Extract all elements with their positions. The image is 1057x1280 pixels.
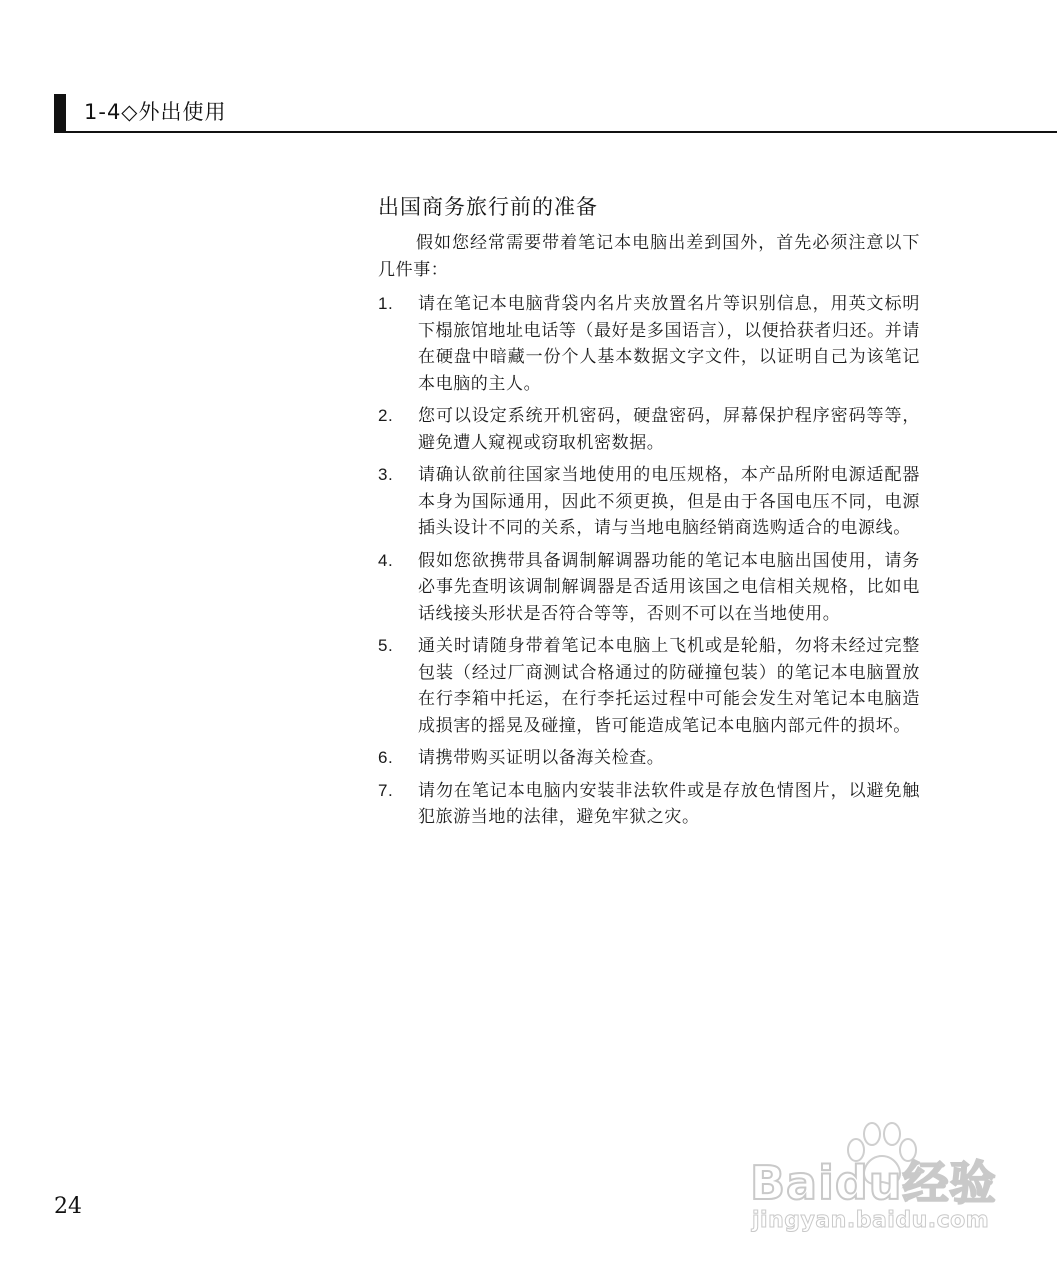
header-rule: [54, 131, 1057, 133]
list-item-text: 请确认欲前往国家当地使用的电压规格，本产品所附电源适配器本身为国际通用，因此不须更换，但是由于各国电压不同，电源插头设计不同的关系，请与当地电脑经销商选购适合的电源线。: [418, 465, 920, 538]
list-item: [378, 633, 920, 739]
list-item-number: 2.: [378, 406, 394, 425]
precaution-list: [378, 291, 920, 831]
list-item-text: 您可以设定系统开机密码，硬盘密码，屏幕保护程序密码等等，避免遭人窥视或窃取机密数据。: [418, 406, 920, 453]
list-item: [378, 548, 920, 628]
list-item-text: 请携带购买证明以备海关检查。: [418, 748, 665, 768]
list-item: [378, 403, 920, 456]
intro-paragraph: 假如您经常需要带着笔记本电脑出差到国外，首先必须注意以下几件事：: [378, 233, 920, 280]
header-marker-bar: [54, 94, 66, 132]
list-item-number: 6.: [378, 748, 394, 767]
list-item-number: 1.: [378, 294, 394, 313]
page-number: 24: [54, 1194, 82, 1219]
list-item: [378, 778, 920, 831]
watermark-logo: Baidu经验: [750, 1156, 997, 1210]
list-item-text: 假如您欲携带具备调制解调器功能的笔记本电脑出国使用，请务必事先查明该调制解调器是否适用该国之电信相关规格，比如电话线接头形状是否符合等等，否则不可以在当地使用。: [418, 550, 920, 624]
list-item: [378, 291, 920, 397]
list-item-number: 4.: [378, 550, 394, 570]
section-title: 出国商务旅行前的准备: [378, 195, 598, 219]
list-item: [378, 462, 920, 542]
list-item-number: 5.: [378, 636, 394, 655]
list-item-number: 7.: [378, 780, 394, 800]
watermark-url: jingyan.baidu.com: [752, 1208, 990, 1233]
list-item-number: 3.: [378, 465, 394, 484]
list-item: [378, 745, 920, 772]
page-header: [54, 94, 1057, 134]
header-title: 1-4◇外出使用: [84, 100, 227, 124]
main-content: [378, 192, 920, 837]
baidu-watermark: [750, 1120, 995, 1240]
list-item-text: 请勿在笔记本电脑内安装非法软件或是存放色情图片，以避免触犯旅游当地的法律，避免牢狱之灾。: [418, 780, 920, 827]
list-item-text: 请在笔记本电脑背袋内名片夹放置名片等识别信息，用英文标明下榻旅馆地址电话等（最好是多国语言），以便拾获者归还。并请在硬盘中暗藏一份个人基本数据文字文件，以证明自己为该笔记本电脑的主人。: [418, 294, 920, 394]
list-item-text: 通关时请随身带着笔记本电脑上飞机或是轮船，勿将未经过完整包装（经过厂商测试合格通过的防碰撞包装）的笔记本电脑置放在行李箱中托运，在行李托运过程中可能会发生对笔记本电脑造成损害的摇晃及碰撞，皆可能造成笔记本电脑内部元件的损坏。: [418, 636, 920, 736]
